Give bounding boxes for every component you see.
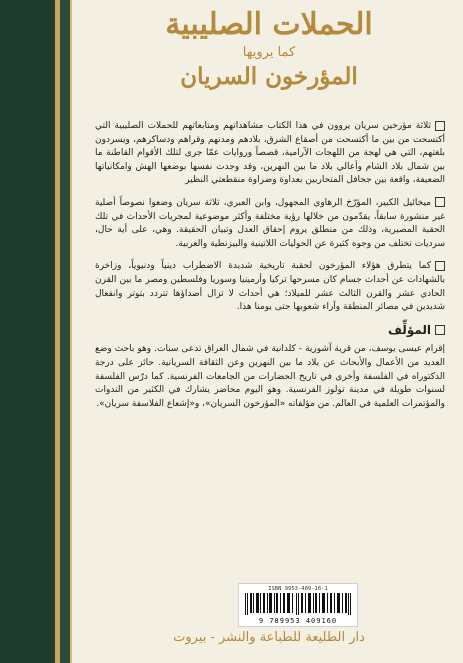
isbn-barcode xyxy=(238,583,358,627)
book-title: الحملات الصليبية xyxy=(165,7,373,42)
paragraph-intro: ثلاثة مؤرخين سريان يروون في هذا الكتاب مشاهداتهم ومتابعاتهم للحملات الصليبية التي أكتسحت من بين ما أكتسحت من أصقاع الشرق، بلادهم ومدنهم وقراهم ودساكرهم، ويسردون بلغتهم، التي هي لهجة من اللهجات الآرامية، قصصاً وروايات عمّا جرى لتلك الأقوام القاطنة ما بين شمال بلاد الشام وأعالي بلاد ما بين النهرين، وقد وجدت نفسها بوضعها الهش وامكانياتها الضعيفة، واقعة بين جحافل المتحاربين بعداوة وضراوة منقطعتي النظير xyxy=(95,121,445,186)
square-bullet-icon xyxy=(435,261,445,271)
paragraph-era: كما يتطرق هؤلاء المؤرخون لحقبة تاريخية شديدة الاضطراب دينياً ودنيوياً، وزاخرة بالشهادات عن أحداث جسام كان مسرحها تركيا وأرمينيا وسوريا وفلسطين ومصر ما بين القرن الحادي عشر والقرن الثالث عشر للميلاد؛ هي أحداث لا تزال أصداؤها تتردد بتوتر وانفعال شديدين في مصائر المنطقة وآراء شعوبها حتى يومنا هذا. xyxy=(95,261,445,313)
square-bullet-icon xyxy=(435,325,445,335)
square-bullet-icon xyxy=(435,121,445,131)
book-title-secondary: المؤرخون السريان xyxy=(180,63,358,90)
cover-spine-band xyxy=(0,0,55,663)
paragraph-historians: ميخائيل الكبير، المؤرّخ الرهاوي المجهول، وابن العبري، ثلاثة سريان وضعوا نصوصاً أصلية غير منشورة سابقاً، يقدّمون من خلالها رؤية مختلفة وأكثر موضوعية لمجريات الأحداث في تلك الحقبة المصيرية، وذلك من منطلق يروم إحقاق العدل وتبيان الحقيقة. وهي، على أية حال، سرديات تختلف من وجوه كثيرة عن الحوليات اللاتينية والبيزنطية والعربية. xyxy=(95,197,445,249)
book-header xyxy=(95,6,443,92)
barcode-bars xyxy=(245,593,351,615)
square-bullet-icon xyxy=(435,197,445,207)
author-heading: المؤلِّف xyxy=(95,324,445,338)
book-subtitle: كما يرويها xyxy=(242,45,296,60)
cover-spine-band-inner xyxy=(60,0,70,663)
ean-number: 9 789953 409160 xyxy=(258,617,338,625)
isbn-text: ISBN 9953-409-16-1 xyxy=(268,586,328,592)
back-cover-text xyxy=(95,120,445,420)
cover-gold-line xyxy=(70,0,72,663)
paragraph-author: إقرام عيسى يوسف، من قرية آشورية - كلدانية في شمال العراق تدعى سنات. وهو باحث وضع العديد من الأعمال والأبحاث عن بلاد ما بين النهرين وعن الثقافة السريانية. حائز على درجة الدكتوراه في الفلسفة وأخرى في تاريخ الحضارات من الجامعات الفرنسية. كما درّس الفلسفة لسنوات طويلة في مدينة تولوز الفرنسية. وهو اليوم محاضر يشارك في الكثير من الندوات والمؤتمرات العلمية في العالم. من مؤلفاته «المؤرخون السريان»، و«إشعاع الفلاسفة سريان». xyxy=(95,344,445,409)
publisher-name: دار الطليعة للطباعة والنشر - بيروت xyxy=(173,630,365,645)
